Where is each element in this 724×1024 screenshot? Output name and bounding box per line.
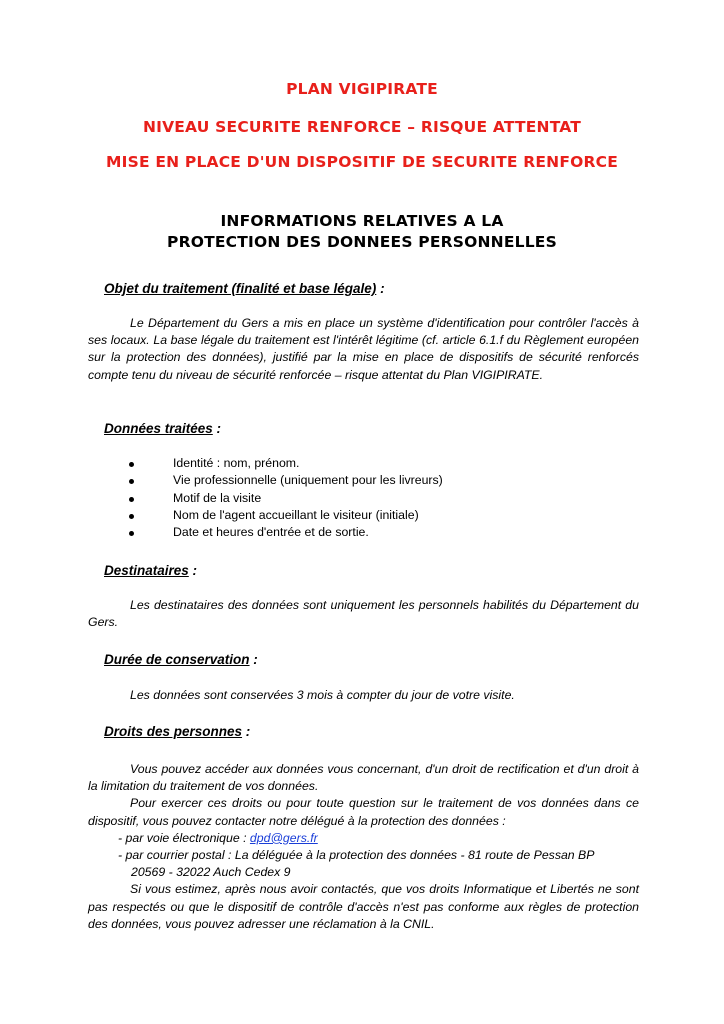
- paragraph-duree: [88, 687, 639, 704]
- list-item-text: Date et heures d'entrée et de sortie.: [173, 525, 369, 540]
- heading-objet-traitement: [104, 281, 385, 296]
- heading-destinataires-colon: :: [188, 563, 198, 578]
- dpd-email-link[interactable]: dpd@gers.fr: [249, 830, 318, 845]
- bullet-dot: [129, 497, 134, 502]
- heading-destinataires: [104, 563, 197, 578]
- list-item: [0, 472, 443, 489]
- bullet-dot: [129, 479, 134, 484]
- heading-destinataires-label: Destinataires: [104, 563, 189, 578]
- paragraph-droits: [88, 761, 639, 933]
- heading-objet-colon: :: [376, 281, 385, 296]
- bullet-dot: [129, 462, 134, 467]
- droits-cnil-text: Si vous estimez, après nous avoir contactés, que vos droits Informatique et Libertés ne sont pas respectés ou que le dispositif de contrôle d'accès n'est pas conforme aux règles de protection des données, vous pouvez adresser une réclamation à la CNIL.: [88, 882, 639, 931]
- paragraph-objet-text: Le Département du Gers a mis en place un système d'identification pour contrôler l'accès à ses locaux. La base légale du traitement est l'intérêt légitime (cf. article 6.1.f du Règlement européen sur la protection des données), justifié par la mise en place de dispositifs de sécurité renforcés compte tenu du niveau de sécurité renforcée – risque attentat du Plan VIGIPIRATE.: [88, 316, 639, 382]
- heading-donnees-label: Données traitées: [104, 421, 213, 436]
- list-item-text: Nom de l'agent accueillant le visiteur (initiale): [173, 507, 419, 522]
- heading-donnees-colon: :: [212, 421, 222, 436]
- title-plan-vigipirate: PLAN VIGIPIRATE: [286, 80, 438, 98]
- heading-duree-conservation: [104, 652, 258, 667]
- droits-access-text: Vous pouvez accéder aux données vous concernant, d'un droit de rectification et d'un droit à la limitation du traitement de vos données.: [88, 762, 639, 794]
- heading-droits-label: Droits des personnes: [104, 724, 243, 739]
- list-item: [0, 524, 443, 541]
- title-mise-en-place: MISE EN PLACE D'UN DISPOSITIF DE SECURITE RENFORCE: [105, 153, 619, 171]
- title-niveau-securite: NIVEAU SECURITE RENFORCE – RISQUE ATTENTAT: [142, 118, 582, 136]
- list-item-text: Vie professionnelle (uniquement pour les livreurs): [173, 473, 443, 488]
- list-item-text: Motif de la visite: [173, 490, 262, 505]
- heading-droits-colon: :: [242, 724, 251, 739]
- paragraph-duree-text: Les données sont conservées 3 mois à compter du jour de votre visite.: [130, 688, 515, 702]
- heading-droits-personnes: [104, 724, 250, 739]
- paragraph-destinataires-text: Les destinataires des données sont uniquement les personnels habilités du Département du Gers.: [88, 598, 639, 630]
- contact-postal-line: - par courrier postal : La déléguée à la protection des données - 81 route de Pessan BP: [118, 848, 595, 863]
- heading-duree-colon: :: [249, 652, 258, 667]
- list-item: [0, 507, 443, 524]
- paragraph-destinataires: [88, 597, 639, 631]
- list-item-text: Identité : nom, prénom.: [173, 456, 300, 470]
- list-item: [0, 490, 443, 507]
- heading-duree-label: Durée de conservation: [104, 652, 250, 667]
- donnees-list: [0, 455, 443, 541]
- contact-postal-address: 20569 - 32022 Auch Cedex 9: [131, 865, 291, 880]
- subtitle-informations: INFORMATIONS RELATIVES A LA: [220, 212, 504, 230]
- heading-objet-label: Objet du traitement (finalité et base légale): [104, 281, 377, 296]
- heading-donnees-traitees: [104, 421, 221, 436]
- bullet-dot: [129, 514, 134, 519]
- subtitle-protection-donnees: PROTECTION DES DONNEES PERSONNELLES: [167, 233, 557, 251]
- droits-contact-text: Pour exercer ces droits ou pour toute question sur le traitement de vos données dans ce dispositif, vous pouvez contacter notre délégué à la protection des données :: [88, 796, 639, 828]
- contact-email-prefix: - par voie électronique :: [118, 830, 250, 845]
- contact-email-line: [88, 830, 639, 847]
- list-item: [0, 455, 443, 472]
- paragraph-objet: [88, 315, 639, 384]
- bullet-dot: [129, 531, 134, 536]
